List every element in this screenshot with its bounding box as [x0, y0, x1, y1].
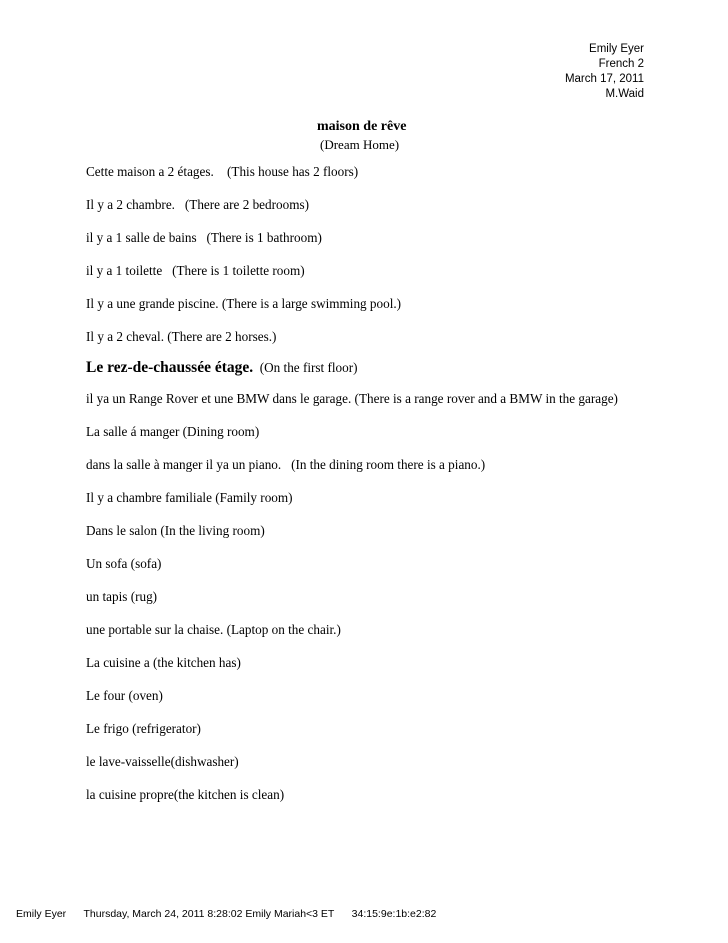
body-line: il y a 1 toilette (There is 1 toilette room) — [86, 263, 305, 278]
author-name: Emily Eyer — [589, 43, 644, 55]
teacher-name: M.Waid — [605, 88, 644, 100]
body-line: il y a 1 salle de bains (There is 1 bathroom) — [86, 230, 322, 245]
body-line: Dans le salon (In the living room) — [86, 523, 265, 538]
body-line: Le four (oven) — [86, 688, 163, 703]
page-footer: Emily Eyer Thursday, March 24, 2011 8:28:02 Emily Mariah<3 ET 34:15:9e:1b:e2:82 — [16, 908, 437, 920]
body-line: Il y a 2 chambre. (There are 2 bedrooms) — [86, 197, 309, 212]
body-line: Il y a chambre familiale (Family room) — [86, 490, 293, 505]
document-header — [565, 42, 644, 102]
body-line: Le frigo (refrigerator) — [86, 721, 201, 736]
body-line: Un sofa (sofa) — [86, 556, 162, 571]
body-line: la cuisine propre(the kitchen is clean) — [86, 787, 285, 802]
body-line: Il y a une grande piscine. (There is a large swimming pool.) — [86, 296, 402, 311]
body-line: dans la salle à manger il ya un piano. (In the dining room there is a piano.) — [86, 457, 486, 472]
body-line: une portable sur la chaise. (Laptop on the chair.) — [86, 622, 341, 637]
document-body — [86, 164, 646, 803]
body-line: La salle á manger (Dining room) — [86, 424, 260, 439]
section-heading-bold: Le rez-de-chaussée étage. — [86, 359, 254, 376]
section-heading-rest: (On the first floor) — [253, 360, 358, 375]
section-heading — [86, 360, 646, 376]
body-line: le lave-vaisselle(dishwasher) — [86, 754, 239, 769]
title-main: maison de rêve — [317, 119, 407, 134]
title-sub: (Dream Home) — [320, 137, 400, 152]
body-line: un tapis (rug) — [86, 589, 158, 604]
body-line: il ya un Range Rover et une BMW dans le garage. (There is a range rover and a BMW in the garage) — [86, 391, 618, 406]
document-date: March 17, 2011 — [564, 73, 644, 85]
body-line: Il y a 2 cheval. (There are 2 horses.) — [86, 329, 277, 344]
body-line: La cuisine a (the kitchen has) — [86, 655, 241, 670]
body-line: Cette maison a 2 étages. (This house has 2 floors) — [86, 164, 359, 179]
course-name: French 2 — [598, 58, 644, 70]
